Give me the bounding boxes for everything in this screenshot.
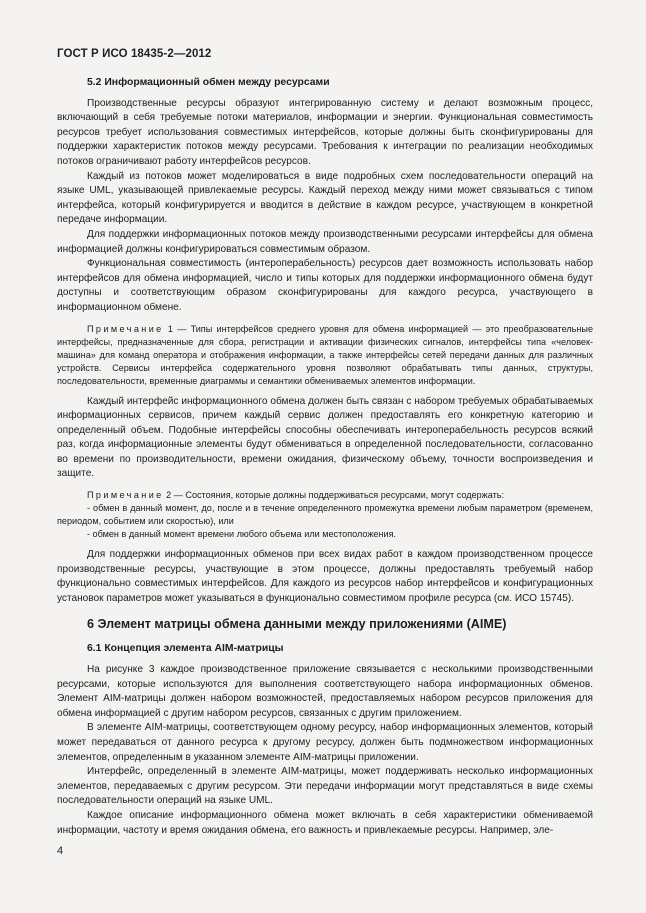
paragraph: Производственные ресурсы образуют интегрированную систему и делают возможным процесс, включающий в себя требуемые потоки материалов, информации и энергии. Функциональная совместимость ресурсов требует использования совместимых интерфейсов, которые должны быть сконфигурированы для поддержки характеристик потоков между ресурсами. Требования к интеграции по реализации необходимых потоков ограничивают работу интерфейсов ресурсов. xyxy=(57,97,593,167)
paragraph: Для поддержки информационных потоков между производственными ресурсами интерфейсы для обмена информацией должны конфигурироваться совместимым образом. xyxy=(57,228,593,255)
note-2 xyxy=(57,489,593,541)
section-6-title: 6 Элемент матрицы обмена данными между приложениями (AIME) xyxy=(87,617,507,632)
section-6-1-title: 6.1 Концепция элемента AIM-матрицы xyxy=(87,643,284,655)
note-2-text xyxy=(57,489,593,502)
note-label: Примечание xyxy=(87,323,164,334)
paragraph: Каждый интерфейс информационного обмена должен быть связан с набором требуемых обрабатываемых информационных сервисов, причем каждый сервис должен предоставлять его конкретную категорию и определенный объем. Подобные интерфейсы способны обеспечивать интероперабельность ресурсов всякий раз, когда информационные элементы будут обмениваться в определенной последовательности, согласованно во времени по производительности, времени ожидания, физическому объему, точности воспроизведения и защите. xyxy=(57,395,593,480)
note-body: 2 — Состояния, которые должны поддерживаться ресурсами, могут содержать: xyxy=(163,490,505,501)
document-header: ГОСТ Р ИСО 18435-2—2012 xyxy=(57,48,212,60)
note-list-item: - обмен в данный момент времени любого объема или местоположения. xyxy=(87,529,397,540)
paragraph: Для поддержки информационных обменов при всех видах работ в каждом производственном процессе производственные ресурсы, участвующие в этом процессе, должны предоставлять требуемый набор функционально совместимых интерфейсов. Для каждого из ресурсов набор интерфейсов и конфигурационных установок параметров может указываться в функционально совместимом профиле ресурса (см. ИСО 15745). xyxy=(57,549,593,604)
paragraph: Каждый из потоков может моделироваться в виде подробных схем последовательности операций на языке UML, указывающей привлекаемые ресурсы. Каждый переход между ними может связываться с типом интерфейса, который конфигурируется и вводится в действие в каждом ресурсе, участвующем в конкретной передаче информации. xyxy=(57,170,593,226)
paragraph: В элементе AIM-матрицы, соответствующем одному ресурсу, набор информационных элементов, который может передаваться от данного ресурса к другому ресурсу, должен быть подмножеством информационных элементов, определенным в указанном элементе AIM-матрицы приложении. xyxy=(57,722,593,763)
page-number: 4 xyxy=(57,845,64,857)
note-1-text xyxy=(57,323,593,388)
note-list-item: - обмен в данный момент, до, после и в течение определенного промежутка времени любым параметром (временем, периодом, событием или скоростью), или xyxy=(57,503,593,527)
note-label: Примечание xyxy=(87,490,164,501)
note-1 xyxy=(57,323,593,388)
paragraph: На рисунке 3 каждое производственное приложение связывается с несколькими производственными ресурсами, которые используются для выполнения соответствующего набора информационных обменов. Элемент AIM-матрицы должен набором возможностей, предоставляемых набором ресурсов приложения для обмена информацией с другим набором ресурсов, связанных с другим приложением. xyxy=(57,664,593,719)
paragraph: Каждое описание информационного обмена может включать в себя характеристики обмениваемой информации, частоту и время ожидания обмена, его важность и привлекаемые ресурсы. Например, эле- xyxy=(57,809,593,836)
paragraph: Функциональная совместимость (интероперабельность) ресурсов дает возможность использовать набор интерфейсов для обмена информацией, число и типы которых для поддержки информационного обмена будут доступны и соответствующим образом сконфигурированы для каждого ресурса, участвующего в информационном обмене. xyxy=(57,258,593,313)
page-content xyxy=(57,76,593,838)
section-5-2-title: 5.2 Информационный обмен между ресурсами xyxy=(87,77,330,88)
note-body: 1 — Типы интерфейсов среднего уровня для обмена информацией — это преобразовательные интерфейсы, предназначенные для сбора, регистрации и активации физических сигналов, интерфейсы типа «человек-машина» для команд оператора и отображения информации, а также интерфейсы сетей передачи данных для различных устройств. Сервисы интерфейса содержательного уровня позволяют обрабатывать типы данных, структуры, последовательности, временные диаграммы и семантики обмениваемых элементов информации. xyxy=(57,323,593,386)
paragraph: Интерфейс, определенный в элементе AIM-матрицы, может поддерживать несколько информационных элементов, передаваемых с другим ресурсом. Эти передачи информации могут представляться в виде схемы последовательности операций на языке UML. xyxy=(57,766,593,807)
